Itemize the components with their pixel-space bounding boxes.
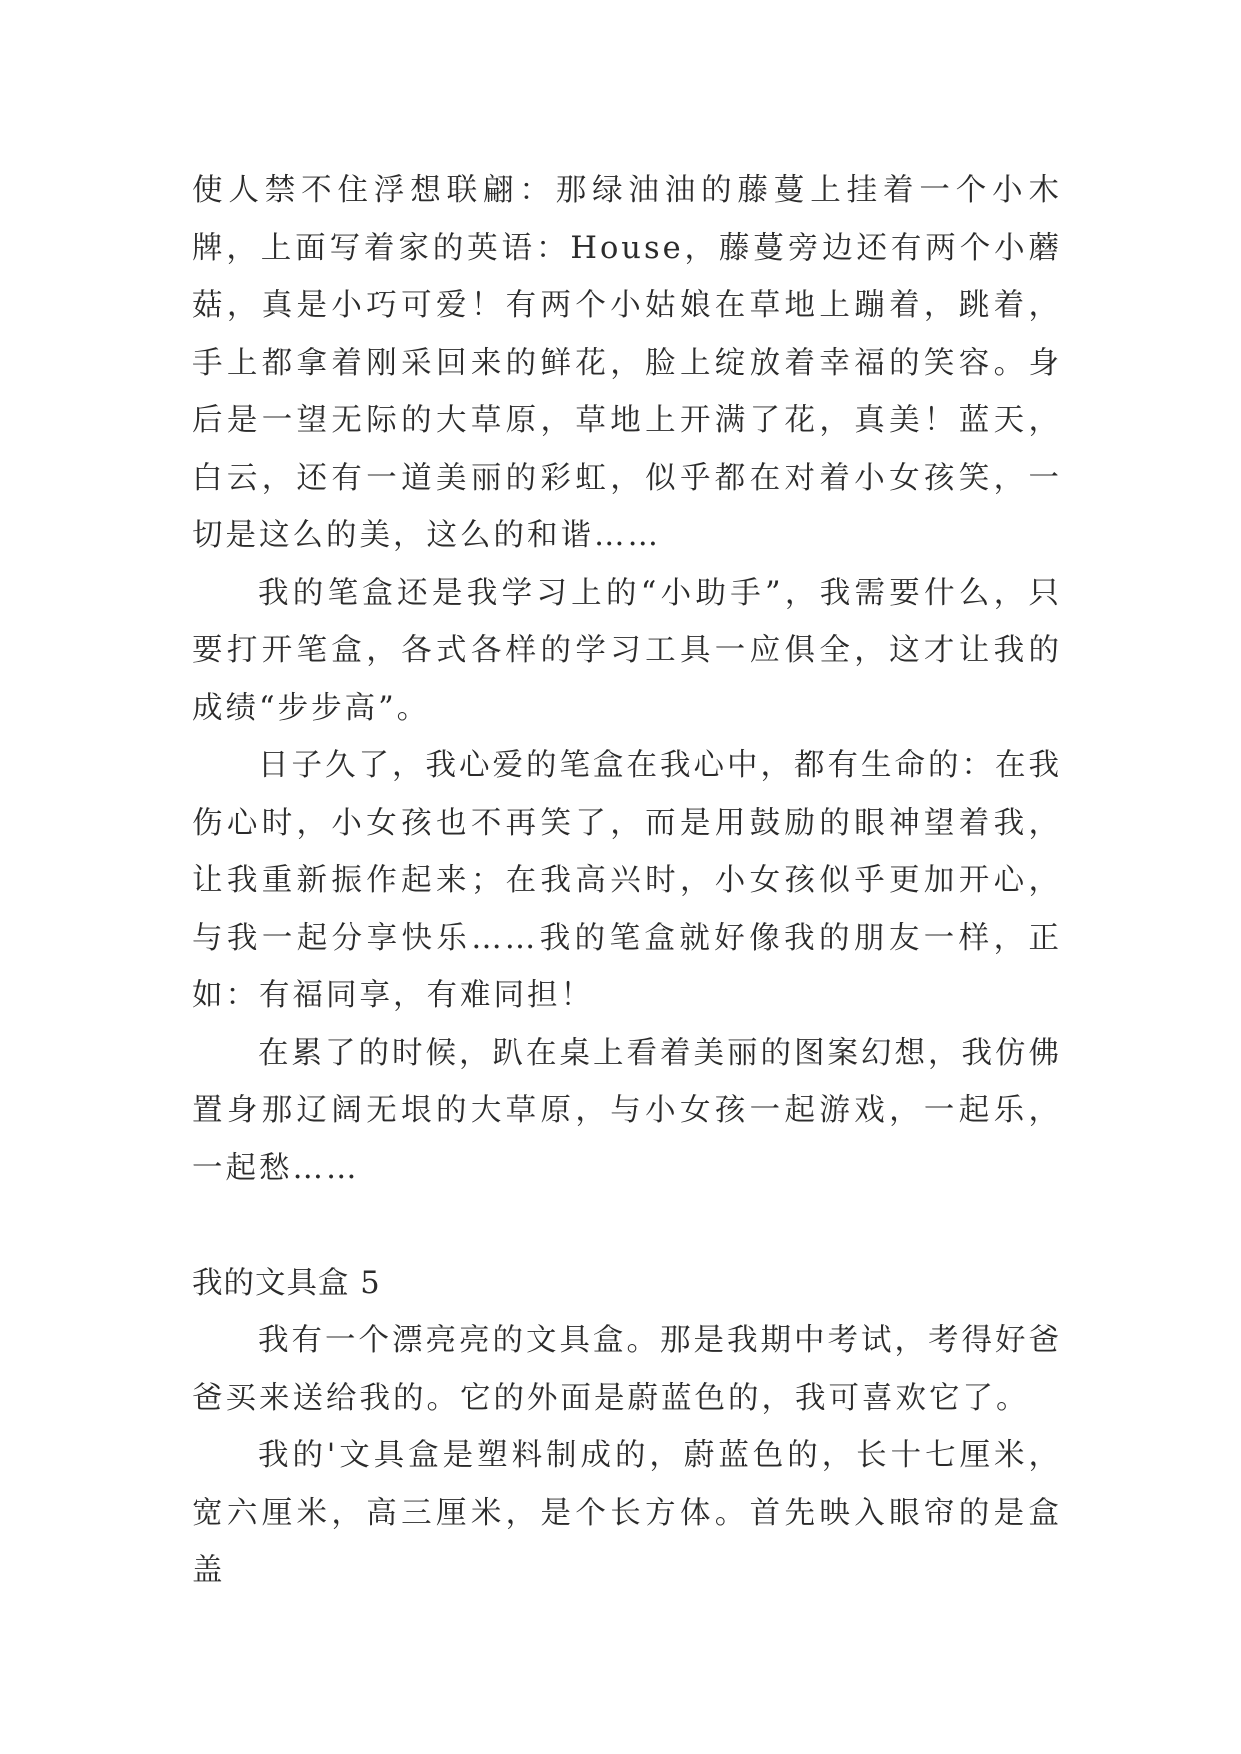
paragraph-description: 我的'文具盒是塑料制成的，蔚蓝色的，长十七厘米，宽六厘米，高三厘米，是个长方体。首先映入眼帘的是盒盖 xyxy=(192,1438,1062,1588)
document-body xyxy=(192,162,1062,1600)
paragraph-companion: 日子久了，我心爱的笔盒在我心中，都有生命的：在我伤心时，小女孩也不再笑了，而是用鼓励的眼神望着我，让我重新振作起来；在我高兴时，小女孩似乎更加开心，与我一起分享快乐……我的笔盒就好像我的朋友一样，正如：有福同享，有难同担！ xyxy=(192,748,1062,1013)
paragraph-intro: 我有一个漂亮亮的文具盒。那是我期中考试，考得好爸爸买来送给我的。它的外面是蔚蓝色的，我可喜欢它了。 xyxy=(192,1323,1062,1416)
paragraph-helper: 我的笔盒还是我学习上的“小助手”，我需要什么，只要打开笔盒，各式各样的学习工具一应俱全，这才让我的成绩“步步高”。 xyxy=(192,575,1062,726)
paragraph-continuation: 使人禁不住浮想联翩：那绿油油的藤蔓上挂着一个小木牌，上面写着家的英语：House，藤蔓旁边还有两个小蘑菇，真是小巧可爱！有两个小姑娘在草地上蹦着，跳着，手上都拿着刚采回来的鲜花，脸上绽放着幸福的笑容。身后是一望无际的大草原，草地上开满了花，真美！蓝天，白云，还有一道美丽的彩虹，似乎都在对着小女孩笑，一切是这么的美，这么的和谐…… xyxy=(192,173,1062,553)
paragraph-daydream: 在累了的时候，趴在桌上看着美丽的图案幻想，我仿佛置身那辽阔无垠的大草原，与小女孩一起游戏，一起乐，一起愁…… xyxy=(192,1035,1062,1186)
section-heading: 我的文具盒 5 xyxy=(192,1265,381,1301)
section-spacer xyxy=(192,1197,1062,1255)
